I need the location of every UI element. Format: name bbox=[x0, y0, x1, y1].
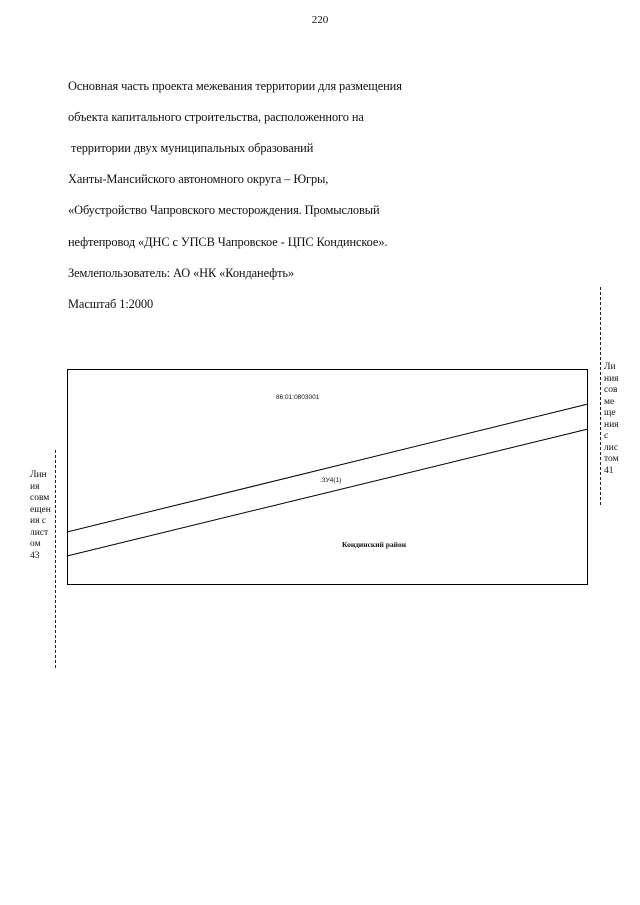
header-line: «Обустройство Чапровского месторождения. Промысловый bbox=[68, 203, 380, 218]
match-line-left bbox=[55, 450, 56, 668]
corridor-lower-boundary bbox=[67, 429, 588, 556]
corridor-upper-boundary bbox=[67, 404, 588, 532]
district-label: Кондинский район bbox=[342, 540, 407, 549]
header-line: нефтепровод «ДНС с УПСВ Чапровское - ЦПС Кондинское». bbox=[68, 234, 388, 249]
match-line-right bbox=[600, 287, 601, 505]
cadastral-quarter-label: 86:01:0803001 bbox=[276, 394, 320, 401]
header-line: Землепользователь: АО «НК «Конданефть» bbox=[68, 265, 295, 280]
scale-line: Масштаб 1:2000 bbox=[68, 296, 154, 311]
document-header bbox=[68, 63, 468, 328]
page-number: 220 bbox=[311, 14, 329, 26]
match-line-left-label: Лин ия совм ещен ия с лист ом 43 bbox=[30, 470, 51, 561]
header-line: территории двух муниципальных образований bbox=[68, 140, 314, 155]
header-line: объекта капитального строительства, расположенного на bbox=[68, 109, 364, 124]
match-line-right-label: Ли ния сов ме ще ния с лис том 41 bbox=[604, 362, 619, 476]
header-line: Основная часть проекта межевания территории для размещения bbox=[68, 78, 402, 93]
parcel-label: :ЗУ4(1) bbox=[320, 477, 342, 484]
header-line: Ханты-Мансийского автономного округа – Югры, bbox=[68, 172, 329, 187]
